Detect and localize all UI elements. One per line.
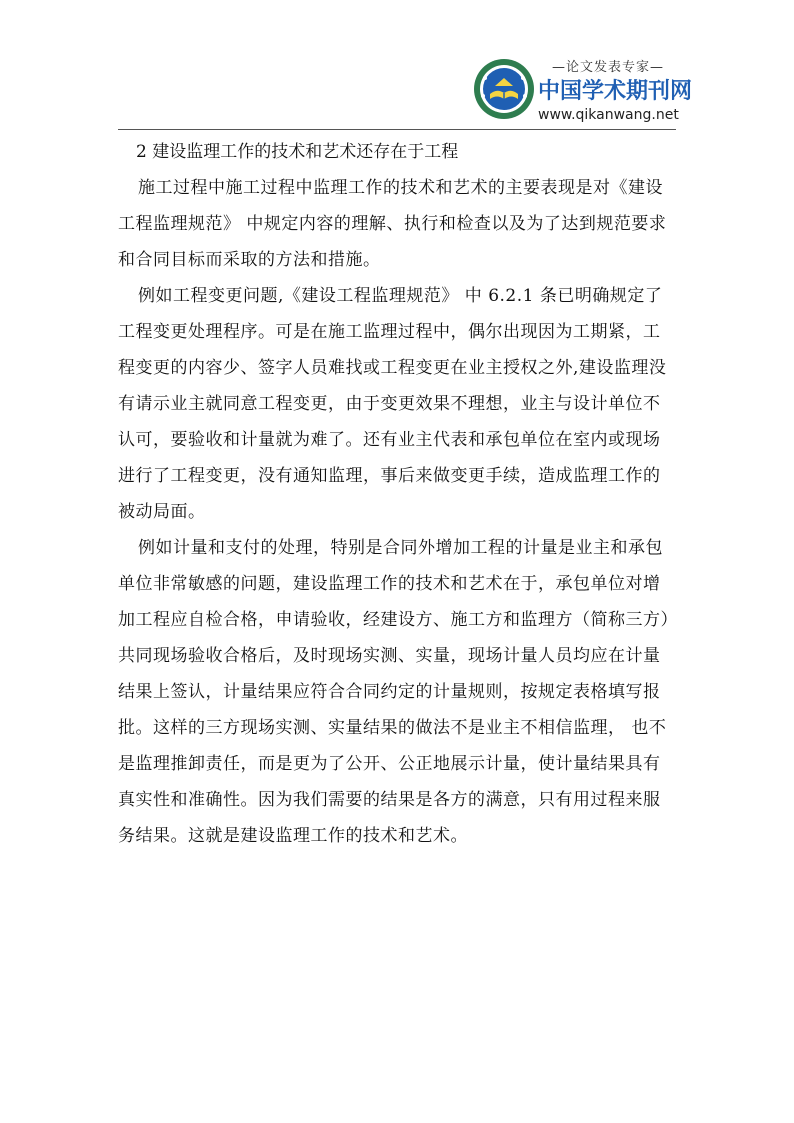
logo-name: 中国学术期刊网 (538, 79, 693, 104)
paragraph: 例如工程变更问题,《建设工程监理规范》 中 6.2.1 条已明确规定了工程变更处理程序。可是在施工监理过程中，偶尔出现因为工期紧，工程变更的内容少、签字人员难找或工程变更在业主授权之外,建设监理没有请示业主就同意工程变更，由于变更效果不理想，业主与设计单位不认可，要验收和计量就为难了。还有业主代表和承包单位在室内或现场进行了工程变更，没有通知监理，事后来做变更手续，造成监理工作的被动局面。 (118, 286, 667, 522)
section-heading: 2 建设监理工作的技术和艺术还存在于工程 (136, 142, 459, 162)
logo-url: www.qikanwang.net (538, 107, 679, 123)
document-body (118, 136, 676, 854)
logo-slogan: —论文发表专家— (551, 60, 664, 75)
page-header (118, 52, 693, 130)
journal-logo-badge-icon (473, 58, 535, 120)
paragraph: 施工过程中施工过程中监理工作的技术和艺术的主要表现是对《建设工程监理规范》 中规定内容的理解、执行和检查以及为了达到规范要求和合同目标而采取的方法和措施。 (118, 178, 667, 270)
paragraph: 例如计量和支付的处理，特别是合同外增加工程的计量是业主和承包单位非常敏感的问题，建设监理工作的技术和艺术在于，承包单位对增加工程应自检合格，申请验收，经建设方、施工方和监理方（简称三方）共同现场验收合格后，及时现场实测、实量，现场计量人员均应在计量结果上签认，计量结果应符合合同约定的计量规则，按规定表格填写报批。这样的三方现场实测、实量结果的做法不是业主不相信监理， 也不是监理推卸责任，而是更为了公开、公正地展示计量，使计量结果具有真实性和准确性。因为我们需要的结果是各方的满意，只有用过程来服务结果。这就是建设监理工作的技术和艺术。 (118, 538, 670, 846)
header-divider (118, 129, 676, 130)
journal-logo-text (538, 60, 693, 124)
